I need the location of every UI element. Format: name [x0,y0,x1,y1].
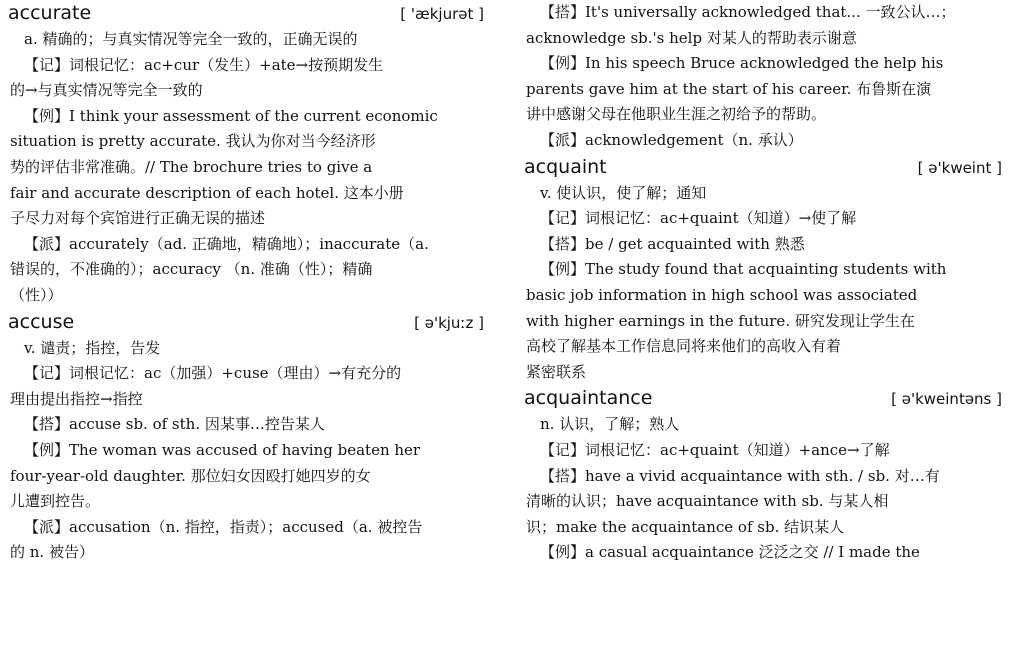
entry-line: 理由提出指控→指控 [10,389,143,408]
entry-line: 【派】accusation（n. 指控，指责）；accused（a. 被控告 [24,517,423,536]
right-column [524,0,1008,566]
entry-header [524,385,1008,412]
entry-line: 儿遭到控告。 [10,492,101,511]
entry-line: v. 使认识，使了解；通知 [540,183,707,202]
entry-line: a. 精确的；与真实情况等完全一致的，正确无误的 [24,30,358,48]
entry-line: basic job information in high school was associated [526,285,918,304]
pronunciation: [ 'ækjurət ] [400,5,484,23]
headword: acquaint [524,155,607,178]
entry-line: （性）） [10,285,63,304]
entry-header [8,0,490,27]
entry-line: 【记】词根记忆：ac+quaint（知道）→使了解 [540,209,857,228]
pronunciation: [ ə'kweintəns ] [891,390,1002,409]
dictionary-entry [524,385,1008,566]
entry-line: 【记】词根记忆：ac+cur（发生）+ate→按预期发生 [24,55,384,74]
entry-line: parents gave him at the start of his career. 布鲁斯在演 [526,79,932,98]
entry-line: 错误的，不准确的）；accuracy （n. 准确（性）；精确 [10,260,373,279]
pronunciation: [ ə'kjuːz ] [414,313,484,332]
entry-line: 【例】I think your assessment of the current economic [24,106,438,125]
headword: accurate [8,2,92,24]
entry-line: 【例】In his speech Bruce acknowledged the help his [540,54,944,73]
headword: acquaintance [524,387,653,410]
entry-line: four-year-old daughter. 那位妇女因殴打她四岁的女 [10,466,371,485]
dictionary-entry [524,154,1008,386]
left-column [8,0,490,566]
entry-header [8,309,490,336]
entry-line: with higher earnings in the future. 研究发现让学生在 [526,311,915,330]
entry-line: acknowledge sb.'s help 对某人的帮助表示谢意 [526,28,857,47]
entry-line: 【例】The woman was accused of having beaten her [24,440,421,459]
entry-line: 高校了解基本工作信息同将来他们的高收入有着 [526,337,842,356]
entry-line: 【例】The study found that acquainting students with [540,260,947,279]
entry-line: 【派】accurately（ad. 正确地，精确地）；inaccurate（a. [24,234,429,253]
entry-line: 识；make the acquaintance of sb. 结识某人 [526,517,845,536]
entry-line: 清晰的认识；have acquaintance with sb. 与某人相 [526,492,889,511]
entry-line: 【记】词根记忆：ac（加强）+cuse（理由）→有充分的 [24,364,402,383]
entry-line: 势的评估非常准确。// The brochure tries to give a [10,157,373,176]
entry-line: situation is pretty accurate. 我认为你对当今经济形 [10,132,376,151]
entry-line: 【记】词根记忆：ac+quaint（知道）+ance→了解 [540,440,890,459]
headword: accuse [8,310,75,333]
entry-line: n. 认识，了解；熟人 [540,415,680,434]
entry-line: 的 n. 被告） [10,543,94,562]
pronunciation: [ ə'kweint ] [917,158,1002,177]
entry-line: 【搭】accuse sb. of sth. 因某事…控告某人 [24,415,325,434]
entry-line: 【搭】have a vivid acquaintance with sth. / sb. 对…有 [540,466,940,485]
entry-line: 【例】a casual acquaintance 泛泛之交 // I made the [540,543,920,562]
entry-line: fair and accurate description of each hotel. 这本小册 [10,183,404,202]
dictionary-entry [524,0,1008,154]
dictionary-entry [8,309,490,566]
entry-line: v. 谴责；指控，告发 [24,338,161,357]
dictionary-entry [8,0,490,309]
entry-header [524,154,1008,181]
entry-line: 子尽力对每个宾馆进行正确无误的描述 [10,209,266,228]
entry-line: 的→与真实情况等完全一致的 [10,81,203,100]
entry-line: 【搭】It's universally acknowledged that... 一致公认…； [540,3,956,21]
entry-line: 讲中感谢父母在他职业生涯之初给予的帮助。 [526,105,827,124]
entry-line: 【派】acknowledgement（n. 承认） [540,130,803,149]
entry-line: 【搭】be / get acquainted with 熟悉 [540,234,805,253]
entry-line: 紧密联系 [526,362,587,381]
